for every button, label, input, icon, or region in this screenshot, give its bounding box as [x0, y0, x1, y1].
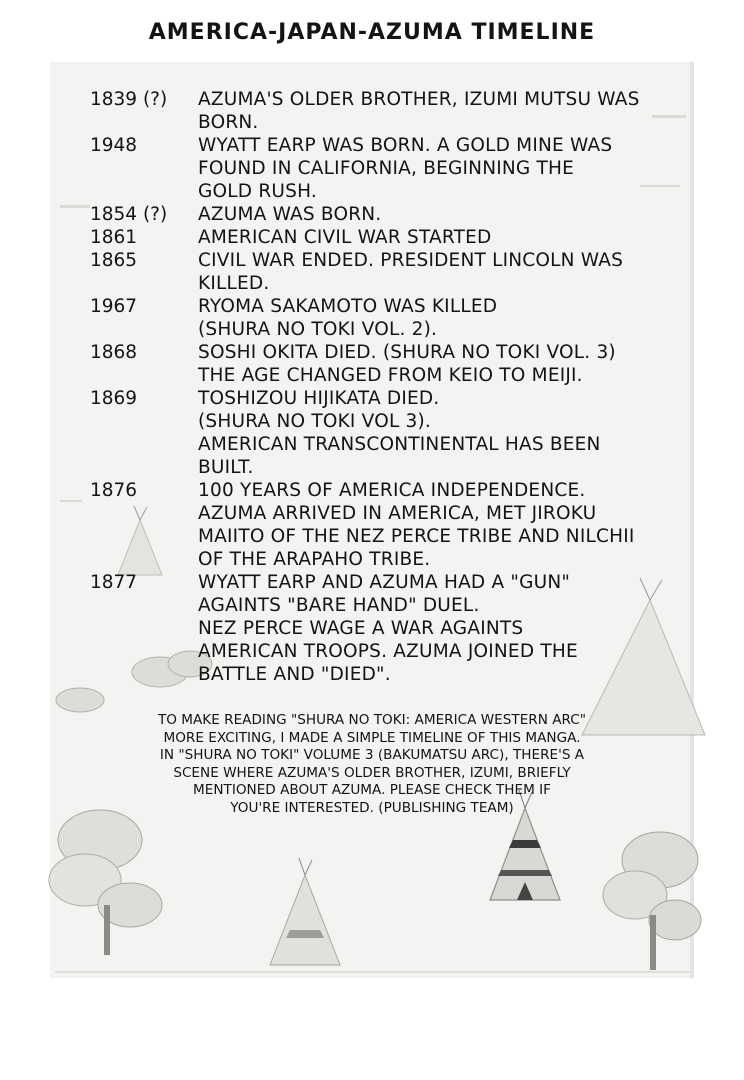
timeline-event: [198, 203, 690, 226]
timeline-year: 1861: [90, 227, 138, 248]
note-line: TO MAKE READING "SHURA NO TOKI: AMERICA WESTERN ARC": [157, 712, 587, 728]
timeline-year: 1877: [90, 572, 138, 593]
timeline-event-line: AZUMA WAS BORN.: [198, 204, 382, 225]
timeline-event-line: AZUMA'S OLDER BROTHER, IZUMI MUTSU WAS: [198, 89, 640, 110]
timeline-event-line: BORN.: [198, 112, 259, 133]
timeline-event-line: WYATT EARP AND AZUMA HAD A "GUN": [198, 572, 571, 593]
publisher-note: [0, 712, 744, 817]
timeline-event-line: WYATT EARP WAS BORN. A GOLD MINE WAS: [198, 135, 613, 156]
timeline-entry: [90, 249, 690, 295]
timeline-event: [198, 134, 690, 203]
timeline-event: [198, 571, 690, 686]
timeline-event-line: MAIITO OF THE NEZ PERCE TRIBE AND NILCHII: [198, 526, 635, 547]
timeline-event-line: GOLD RUSH.: [198, 181, 317, 202]
tree-right: [603, 832, 701, 970]
timeline-event-line: CIVIL WAR ENDED. PRESIDENT LINCOLN WAS: [198, 250, 624, 271]
timeline-event-line: (SHURA NO TOKI VOL. 2).: [198, 319, 438, 340]
timeline-event-line: BUILT.: [198, 457, 254, 478]
timeline-event-line: AZUMA ARRIVED IN AMERICA, MET JIROKU: [198, 503, 597, 524]
note-line: SCENE WHERE AZUMA'S OLDER BROTHER, IZUMI, BRIEFLY: [173, 764, 571, 781]
timeline-event-line: AMERICAN CIVIL WAR STARTED: [198, 227, 492, 248]
timeline-event: [198, 387, 690, 479]
timeline-event-line: OF THE ARAPAHO TRIBE.: [198, 549, 431, 570]
timeline-year: 1854 (?): [90, 204, 168, 225]
timeline-entry: [90, 134, 690, 203]
timeline-event-line: KILLED.: [198, 273, 270, 294]
timeline-year: 1868: [90, 342, 138, 363]
timeline-list: [90, 88, 690, 686]
note-line: MORE EXCITING, I MADE A SIMPLE TIMELINE OF THIS MANGA.: [163, 729, 581, 746]
note-line: MENTIONED ABOUT AZUMA. PLEASE CHECK THEM IF: [193, 782, 551, 798]
timeline-event-line: AMERICAN TROOPS. AZUMA JOINED THE: [198, 641, 578, 662]
timeline-year: 1839 (?): [90, 89, 168, 110]
timeline-event-line: AMERICAN TRANSCONTINENTAL HAS BEEN: [198, 434, 601, 455]
note-line: YOU'RE INTERESTED. (PUBLISHING TEAM): [230, 799, 514, 816]
timeline-event-line: AGAINTS "BARE HAND" DUEL.: [198, 595, 480, 616]
timeline-event-line: BATTLE AND "DIED".: [198, 664, 391, 685]
timeline-event: [198, 341, 690, 387]
timeline-year: 1876: [90, 480, 138, 501]
timeline-entry: [90, 226, 690, 249]
timeline-year: 1865: [90, 250, 138, 271]
timeline-event: [198, 295, 690, 341]
timeline-entry: [90, 341, 690, 387]
timeline-entry: [90, 387, 690, 479]
timeline-year: 1869: [90, 388, 138, 409]
timeline-event: [198, 226, 690, 249]
timeline-entry: [90, 479, 690, 571]
timeline-event-line: (SHURA NO TOKI VOL 3).: [198, 411, 432, 432]
timeline-event-line: NEZ PERCE WAGE A WAR AGAINTS: [198, 618, 524, 639]
timeline-year: 1967: [90, 296, 138, 317]
timeline-event-line: 100 YEARS OF AMERICA INDEPENDENCE.: [198, 480, 586, 501]
timeline-event-line: FOUND IN CALIFORNIA, BEGINNING THE: [198, 158, 575, 179]
timeline-event-line: SOSHI OKITA DIED. (SHURA NO TOKI VOL. 3): [198, 342, 616, 363]
timeline-entry: [90, 203, 690, 226]
note-line: IN "SHURA NO TOKI" VOLUME 3 (BAKUMATSU ARC), THERE'S A: [159, 747, 585, 763]
timeline-event: [198, 88, 690, 134]
timeline-entry: [90, 295, 690, 341]
timeline-event: [198, 479, 690, 571]
tree-left: [49, 810, 162, 955]
timeline-event-line: RYOMA SAKAMOTO WAS KILLED: [198, 296, 498, 317]
tipi-lower-left: [270, 858, 340, 965]
page-title: AMERICA-JAPAN-AZUMA TIMELINE: [148, 20, 596, 45]
timeline-year: 1948: [90, 135, 138, 156]
timeline-event-line: TOSHIZOU HIJIKATA DIED.: [198, 388, 440, 409]
timeline-entry: [90, 88, 690, 134]
timeline-event-line: THE AGE CHANGED FROM KEIO TO MEIJI.: [198, 365, 583, 386]
timeline-entry: [90, 571, 690, 686]
timeline-event: [198, 249, 690, 295]
